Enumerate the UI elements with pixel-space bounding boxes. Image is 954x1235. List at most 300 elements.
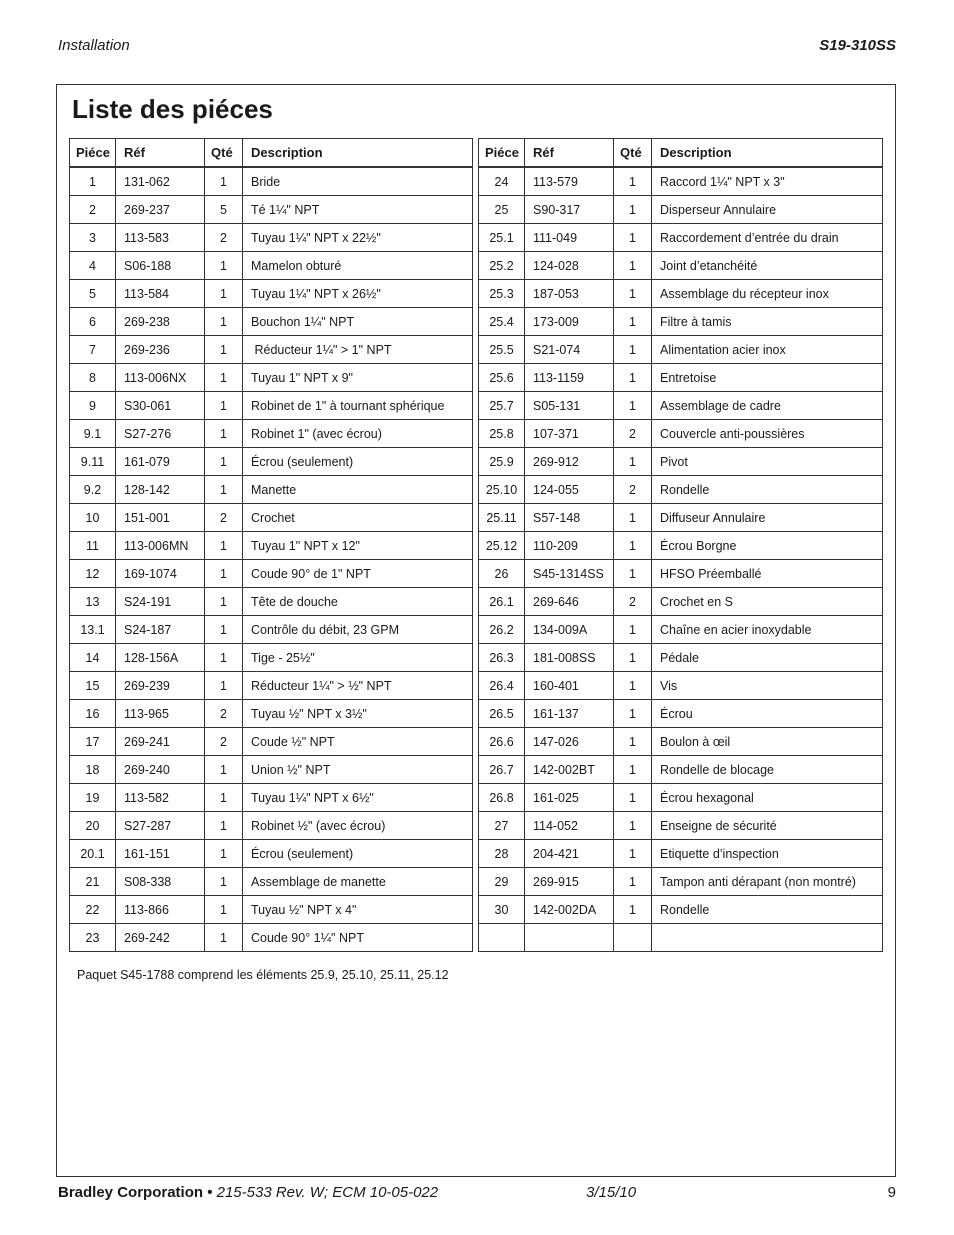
cell-ref: S24-187 xyxy=(116,616,205,644)
cell-ref: 113-583 xyxy=(116,224,205,252)
page-title: Liste des piéces xyxy=(72,94,273,124)
table-row xyxy=(479,840,883,868)
cell-piece: 24 xyxy=(479,168,525,196)
table-row xyxy=(70,504,473,532)
table-row xyxy=(479,784,883,812)
cell-description: Joint d’etanchéité xyxy=(652,252,883,280)
cell-piece: 9.11 xyxy=(70,448,116,476)
cell-piece: 25.8 xyxy=(479,420,525,448)
table-row xyxy=(70,280,473,308)
cell-ref: 269-915 xyxy=(525,868,614,896)
cell-qte: 1 xyxy=(614,392,652,420)
table-row xyxy=(70,560,473,588)
cell-piece: 7 xyxy=(70,336,116,364)
table-row xyxy=(479,336,883,364)
cell-piece: 18 xyxy=(70,756,116,784)
cell-piece: 15 xyxy=(70,672,116,700)
col-header-piece: Piéce xyxy=(70,139,116,167)
table-row xyxy=(479,476,883,504)
table-row xyxy=(479,616,883,644)
table-row xyxy=(70,756,473,784)
cell-description: Tuyau ½" NPT x 3½" xyxy=(243,700,473,728)
cell-piece: 25.3 xyxy=(479,280,525,308)
cell-ref: 131-062 xyxy=(116,168,205,196)
cell-ref: 147-026 xyxy=(525,728,614,756)
cell-ref: 269-241 xyxy=(116,728,205,756)
table-row xyxy=(70,336,473,364)
cell-qte: 1 xyxy=(205,588,243,616)
table-row xyxy=(70,476,473,504)
cell-description: Réducteur 1¼" > 1" NPT xyxy=(243,336,473,364)
table-row xyxy=(479,896,883,924)
cell-ref: 269-236 xyxy=(116,336,205,364)
cell-qte: 1 xyxy=(205,448,243,476)
cell-qte: 2 xyxy=(205,504,243,532)
cell-description: Robinet de 1" à tournant sphérique xyxy=(243,392,473,420)
cell-description: Tige - 25½" xyxy=(243,644,473,672)
cell-ref: 161-151 xyxy=(116,840,205,868)
cell-description: Rondelle de blocage xyxy=(652,756,883,784)
table-row xyxy=(70,840,473,868)
cell-qte: 5 xyxy=(205,196,243,224)
cell-description: Mamelon obturé xyxy=(243,252,473,280)
cell-qte: 1 xyxy=(205,532,243,560)
col-header-ref: Réf xyxy=(525,139,614,167)
cell-piece: 26.2 xyxy=(479,616,525,644)
col-header-ref: Réf xyxy=(116,139,205,167)
cell-piece: 25.4 xyxy=(479,308,525,336)
cell-piece: 4 xyxy=(70,252,116,280)
cell-description: Tuyau ½" NPT x 4" xyxy=(243,896,473,924)
cell-ref: 113-1159 xyxy=(525,364,614,392)
cell-qte: 1 xyxy=(205,644,243,672)
table-row xyxy=(70,784,473,812)
cell-piece: 26 xyxy=(479,560,525,588)
table-row xyxy=(70,420,473,448)
table-row xyxy=(70,924,473,952)
cell-description: Vis xyxy=(652,672,883,700)
cell-piece: 2 xyxy=(70,196,116,224)
cell-description: Écrou (seulement) xyxy=(243,840,473,868)
footer-doc-number: 215-533 Rev. W; ECM 10-05-022 xyxy=(216,1184,439,1201)
table-row xyxy=(70,448,473,476)
cell-piece: 20.1 xyxy=(70,840,116,868)
cell-ref: S06-188 xyxy=(116,252,205,280)
cell-qte: 1 xyxy=(205,420,243,448)
cell-ref: 204-421 xyxy=(525,840,614,868)
cell-piece: 11 xyxy=(70,532,116,560)
cell-description: Chaîne en acier inoxydable xyxy=(652,616,883,644)
table-row xyxy=(70,896,473,924)
footer-date: 3/15/10 xyxy=(586,1184,637,1201)
table-row xyxy=(70,392,473,420)
cell-qte: 1 xyxy=(614,812,652,840)
cell-ref: S05-131 xyxy=(525,392,614,420)
cell-description: Té 1¼" NPT xyxy=(243,196,473,224)
cell-qte: 1 xyxy=(614,532,652,560)
cell-qte: 1 xyxy=(205,280,243,308)
cell-piece: 9.2 xyxy=(70,476,116,504)
cell-ref: 161-079 xyxy=(116,448,205,476)
cell-ref: 161-137 xyxy=(525,700,614,728)
col-header-piece: Piéce xyxy=(479,139,525,167)
cell-qte: 2 xyxy=(205,700,243,728)
cell-description: Etiquette d’inspection xyxy=(652,840,883,868)
footer-bullet: • xyxy=(203,1184,217,1201)
table-row xyxy=(70,728,473,756)
cell-description: Tuyau 1" NPT x 9" xyxy=(243,364,473,392)
cell-ref: 111-049 xyxy=(525,224,614,252)
cell-piece: 26.4 xyxy=(479,672,525,700)
cell-piece: 21 xyxy=(70,868,116,896)
cell-piece: 25.10 xyxy=(479,476,525,504)
cell-description: Coude 90° 1¼" NPT xyxy=(243,924,473,952)
cell-ref: S27-287 xyxy=(116,812,205,840)
cell-ref: 269-237 xyxy=(116,196,205,224)
cell-description: Robinet ½" (avec écrou) xyxy=(243,812,473,840)
table-row xyxy=(70,588,473,616)
cell-qte: 1 xyxy=(614,280,652,308)
cell-piece: 5 xyxy=(70,280,116,308)
cell-ref: 113-006NX xyxy=(116,364,205,392)
cell-ref: S90-317 xyxy=(525,196,614,224)
table-row xyxy=(479,672,883,700)
table-row xyxy=(70,644,473,672)
cell-qte: 1 xyxy=(205,672,243,700)
table-row xyxy=(479,532,883,560)
package-note: Paquet S45-1788 comprend les éléments 25.9, 25.10, 25.11, 25.12 xyxy=(77,968,449,982)
cell-description: Boulon à œil xyxy=(652,728,883,756)
cell-piece: 19 xyxy=(70,784,116,812)
table-row xyxy=(479,252,883,280)
cell-description: Tuyau 1¼" NPT x 6½" xyxy=(243,784,473,812)
table-row xyxy=(479,504,883,532)
table-row xyxy=(70,672,473,700)
cell-qte: 1 xyxy=(614,672,652,700)
table-row xyxy=(70,252,473,280)
table-row xyxy=(479,448,883,476)
cell-description: Tuyau 1¼" NPT x 26½" xyxy=(243,280,473,308)
cell-description: Contrôle du débit, 23 GPM xyxy=(243,616,473,644)
table-row xyxy=(479,812,883,840)
cell-piece: 27 xyxy=(479,812,525,840)
cell-ref: 160-401 xyxy=(525,672,614,700)
table-row xyxy=(479,644,883,672)
table-row xyxy=(479,364,883,392)
cell-piece: 26.5 xyxy=(479,700,525,728)
cell-description: Tuyau 1¼" NPT x 22½" xyxy=(243,224,473,252)
cell-description xyxy=(652,924,883,952)
cell-qte: 1 xyxy=(614,224,652,252)
table-row xyxy=(479,868,883,896)
cell-ref: 142-002DA xyxy=(525,896,614,924)
cell-qte: 1 xyxy=(614,840,652,868)
cell-piece: 6 xyxy=(70,308,116,336)
cell-qte: 1 xyxy=(614,252,652,280)
cell-description: Assemblage de manette xyxy=(243,868,473,896)
cell-description: Tête de douche xyxy=(243,588,473,616)
cell-description: Robinet 1" (avec écrou) xyxy=(243,420,473,448)
cell-piece: 30 xyxy=(479,896,525,924)
cell-piece: 3 xyxy=(70,224,116,252)
cell-description: Manette xyxy=(243,476,473,504)
cell-ref: 187-053 xyxy=(525,280,614,308)
cell-ref: 161-025 xyxy=(525,784,614,812)
cell-ref: S27-276 xyxy=(116,420,205,448)
cell-ref: 269-646 xyxy=(525,588,614,616)
cell-qte: 2 xyxy=(614,420,652,448)
cell-piece: 26.8 xyxy=(479,784,525,812)
cell-piece: 22 xyxy=(70,896,116,924)
cell-description: Tuyau 1" NPT x 12" xyxy=(243,532,473,560)
cell-qte: 1 xyxy=(205,896,243,924)
cell-ref: 113-006MN xyxy=(116,532,205,560)
cell-ref: S21-074 xyxy=(525,336,614,364)
cell-qte: 1 xyxy=(614,560,652,588)
table-row xyxy=(479,924,883,952)
header-model: S19-310SS xyxy=(819,37,896,54)
cell-qte: 1 xyxy=(205,784,243,812)
cell-ref: 113-584 xyxy=(116,280,205,308)
cell-piece: 23 xyxy=(70,924,116,952)
table-row xyxy=(70,700,473,728)
cell-description: Enseigne de sécurité xyxy=(652,812,883,840)
cell-qte: 2 xyxy=(614,476,652,504)
cell-ref: 124-055 xyxy=(525,476,614,504)
cell-ref: S30-061 xyxy=(116,392,205,420)
cell-ref: 113-965 xyxy=(116,700,205,728)
cell-description: Filtre à tamis xyxy=(652,308,883,336)
cell-piece: 12 xyxy=(70,560,116,588)
cell-ref: 169-1074 xyxy=(116,560,205,588)
cell-description: Bouchon 1¼" NPT xyxy=(243,308,473,336)
cell-description: Diffuseur Annulaire xyxy=(652,504,883,532)
cell-piece: 28 xyxy=(479,840,525,868)
cell-description: Écrou Borgne xyxy=(652,532,883,560)
cell-qte xyxy=(614,924,652,952)
table-row xyxy=(479,308,883,336)
cell-piece: 26.3 xyxy=(479,644,525,672)
table-row xyxy=(479,756,883,784)
cell-description: Coude ½" NPT xyxy=(243,728,473,756)
cell-qte: 1 xyxy=(614,448,652,476)
cell-piece: 25 xyxy=(479,196,525,224)
cell-piece: 29 xyxy=(479,868,525,896)
cell-description: HFSO Préemballé xyxy=(652,560,883,588)
table-row xyxy=(479,168,883,196)
cell-piece: 26.7 xyxy=(479,756,525,784)
cell-qte: 1 xyxy=(614,364,652,392)
cell-piece: 13 xyxy=(70,588,116,616)
cell-ref: 113-582 xyxy=(116,784,205,812)
table-row xyxy=(479,588,883,616)
cell-description: Entretoise xyxy=(652,364,883,392)
cell-ref: 128-156A xyxy=(116,644,205,672)
cell-piece: 14 xyxy=(70,644,116,672)
cell-description: Pivot xyxy=(652,448,883,476)
footer-company-line xyxy=(58,1184,438,1201)
cell-description: Tampon anti dérapant (non montré) xyxy=(652,868,883,896)
cell-description: Écrou (seulement) xyxy=(243,448,473,476)
cell-qte: 1 xyxy=(205,560,243,588)
table-row xyxy=(70,812,473,840)
cell-qte: 1 xyxy=(614,784,652,812)
cell-description: Pédale xyxy=(652,644,883,672)
cell-ref: 269-240 xyxy=(116,756,205,784)
cell-qte: 1 xyxy=(614,868,652,896)
cell-qte: 1 xyxy=(205,756,243,784)
cell-qte: 1 xyxy=(205,868,243,896)
cell-piece xyxy=(479,924,525,952)
cell-piece: 8 xyxy=(70,364,116,392)
table-row xyxy=(70,224,473,252)
cell-description: Alimentation acier inox xyxy=(652,336,883,364)
cell-qte: 1 xyxy=(205,392,243,420)
cell-piece: 25.7 xyxy=(479,392,525,420)
col-header-qte: Qté xyxy=(614,139,652,167)
cell-description: Crochet xyxy=(243,504,473,532)
cell-piece: 25.5 xyxy=(479,336,525,364)
cell-description: Rondelle xyxy=(652,476,883,504)
table-row xyxy=(479,224,883,252)
cell-ref: 113-866 xyxy=(116,896,205,924)
cell-ref: 269-238 xyxy=(116,308,205,336)
cell-ref: S24-191 xyxy=(116,588,205,616)
cell-qte: 2 xyxy=(614,588,652,616)
cell-piece: 17 xyxy=(70,728,116,756)
cell-qte: 2 xyxy=(205,728,243,756)
footer-company: Bradley Corporation xyxy=(58,1184,204,1201)
cell-ref: 114-052 xyxy=(525,812,614,840)
cell-qte: 1 xyxy=(205,616,243,644)
cell-description: Assemblage de cadre xyxy=(652,392,883,420)
cell-ref: 134-009A xyxy=(525,616,614,644)
cell-description: Union ½" NPT xyxy=(243,756,473,784)
cell-qte: 1 xyxy=(205,924,243,952)
page-number: 9 xyxy=(887,1184,896,1201)
cell-qte: 1 xyxy=(614,196,652,224)
table-row xyxy=(479,728,883,756)
col-header-desc: Description xyxy=(243,139,473,167)
cell-description: Bride xyxy=(243,168,473,196)
cell-description: Écrou xyxy=(652,700,883,728)
cell-description: Coude 90° de 1" NPT xyxy=(243,560,473,588)
cell-piece: 9.1 xyxy=(70,420,116,448)
cell-piece: 25.1 xyxy=(479,224,525,252)
cell-description: Raccordement d’entrée du drain xyxy=(652,224,883,252)
table-row xyxy=(70,308,473,336)
cell-ref: S57-148 xyxy=(525,504,614,532)
cell-description: Réducteur 1¼" > ½" NPT xyxy=(243,672,473,700)
table-row xyxy=(479,196,883,224)
table-row xyxy=(479,420,883,448)
col-header-qte: Qté xyxy=(205,139,243,167)
cell-qte: 1 xyxy=(205,812,243,840)
header-section: Installation xyxy=(58,37,130,54)
table-row xyxy=(479,392,883,420)
cell-qte: 1 xyxy=(205,336,243,364)
cell-piece: 25.12 xyxy=(479,532,525,560)
cell-ref: S45-1314SS xyxy=(525,560,614,588)
cell-description: Écrou hexagonal xyxy=(652,784,883,812)
parts-table-right xyxy=(478,138,883,952)
cell-ref: 269-242 xyxy=(116,924,205,952)
cell-qte: 1 xyxy=(205,476,243,504)
cell-qte: 1 xyxy=(614,504,652,532)
cell-qte: 1 xyxy=(614,616,652,644)
table-row xyxy=(479,700,883,728)
cell-piece: 25.11 xyxy=(479,504,525,532)
cell-qte: 1 xyxy=(205,168,243,196)
table-row xyxy=(70,616,473,644)
cell-description: Rondelle xyxy=(652,896,883,924)
cell-ref: 151-001 xyxy=(116,504,205,532)
cell-piece: 26.1 xyxy=(479,588,525,616)
cell-ref: 173-009 xyxy=(525,308,614,336)
cell-qte: 1 xyxy=(205,252,243,280)
cell-qte: 1 xyxy=(614,644,652,672)
cell-ref: 269-239 xyxy=(116,672,205,700)
cell-description: Assemblage du récepteur inox xyxy=(652,280,883,308)
parts-table-left xyxy=(69,138,473,952)
cell-piece: 9 xyxy=(70,392,116,420)
cell-qte: 1 xyxy=(614,896,652,924)
table-row xyxy=(70,868,473,896)
cell-qte: 2 xyxy=(205,224,243,252)
table-row xyxy=(70,532,473,560)
cell-description: Raccord 1¼" NPT x 3" xyxy=(652,168,883,196)
cell-piece: 10 xyxy=(70,504,116,532)
cell-ref xyxy=(525,924,614,952)
cell-qte: 1 xyxy=(614,308,652,336)
cell-description: Crochet en S xyxy=(652,588,883,616)
cell-piece: 20 xyxy=(70,812,116,840)
cell-piece: 25.9 xyxy=(479,448,525,476)
cell-piece: 26.6 xyxy=(479,728,525,756)
cell-qte: 1 xyxy=(614,728,652,756)
cell-piece: 1 xyxy=(70,168,116,196)
cell-ref: 113-579 xyxy=(525,168,614,196)
cell-qte: 1 xyxy=(614,756,652,784)
cell-qte: 1 xyxy=(614,336,652,364)
table-row xyxy=(70,196,473,224)
cell-ref: 110-209 xyxy=(525,532,614,560)
cell-qte: 1 xyxy=(205,364,243,392)
cell-ref: 142-002BT xyxy=(525,756,614,784)
cell-ref: 124-028 xyxy=(525,252,614,280)
cell-qte: 1 xyxy=(614,700,652,728)
col-header-desc: Description xyxy=(652,139,883,167)
cell-description: Disperseur Annulaire xyxy=(652,196,883,224)
cell-description: Couvercle anti-poussières xyxy=(652,420,883,448)
cell-qte: 1 xyxy=(205,840,243,868)
cell-ref: S08-338 xyxy=(116,868,205,896)
cell-piece: 25.2 xyxy=(479,252,525,280)
cell-piece: 16 xyxy=(70,700,116,728)
table-row xyxy=(70,168,473,196)
cell-ref: 107-371 xyxy=(525,420,614,448)
cell-ref: 128-142 xyxy=(116,476,205,504)
table-row xyxy=(70,364,473,392)
cell-ref: 269-912 xyxy=(525,448,614,476)
cell-ref: 181-008SS xyxy=(525,644,614,672)
cell-piece: 25.6 xyxy=(479,364,525,392)
cell-qte: 1 xyxy=(205,308,243,336)
table-row xyxy=(479,560,883,588)
table-row xyxy=(479,280,883,308)
cell-piece: 13.1 xyxy=(70,616,116,644)
cell-qte: 1 xyxy=(614,168,652,196)
